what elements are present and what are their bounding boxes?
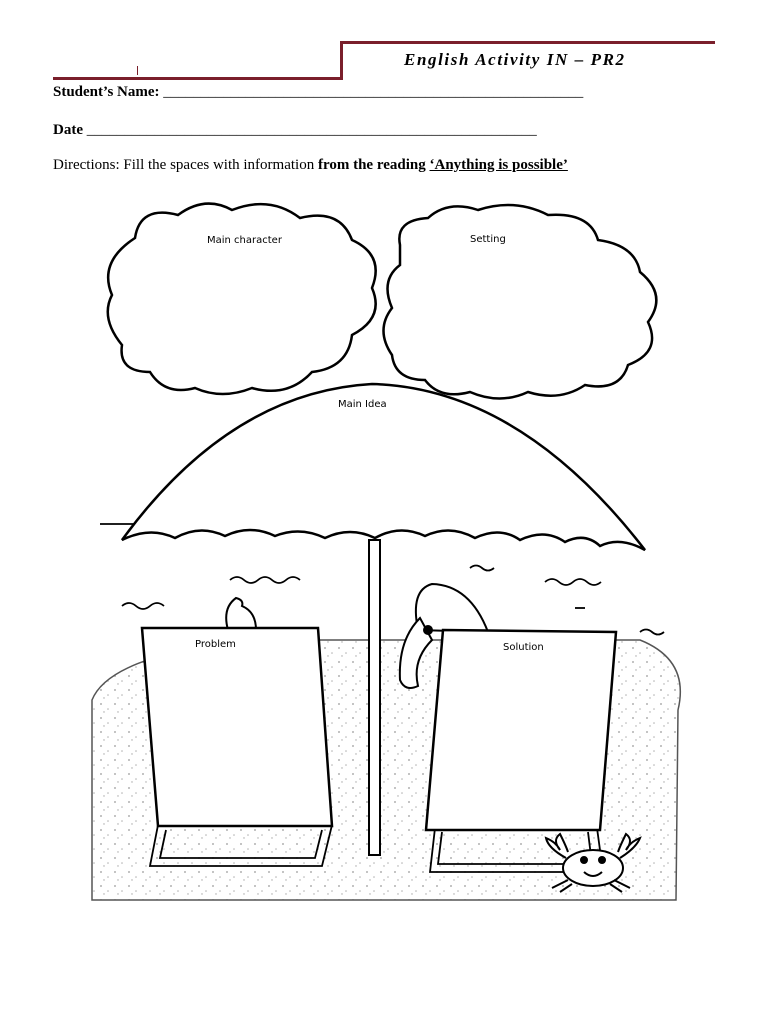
- directions-prefix: Directions: Fill the spaces with information: [53, 157, 318, 173]
- cloud-main-character: [108, 204, 376, 394]
- date-label: Date: [53, 122, 83, 138]
- student-name-label: Student’s Name:: [53, 84, 160, 100]
- solution-label: Solution: [503, 642, 544, 653]
- bird-figure: [226, 598, 256, 630]
- setting-label: Setting: [470, 234, 506, 245]
- student-name-blank[interactable]: ________________________________________________________: [163, 84, 584, 100]
- cloud-setting: [384, 205, 657, 398]
- main-character-label: Main character: [207, 235, 282, 246]
- directions-bold: from the reading: [317, 157, 430, 173]
- solution-board: [426, 630, 616, 830]
- reading-title: ‘Anything is possible’: [429, 157, 568, 173]
- date-blank[interactable]: ____________________________________________________________: [86, 122, 537, 138]
- worksheet-title: English Activity IN – PR2: [404, 50, 626, 69]
- main-idea-label: Main Idea: [338, 399, 387, 410]
- umbrella-pole: [369, 540, 380, 855]
- problem-board: [142, 628, 332, 826]
- sea-waves: [100, 524, 664, 635]
- problem-label: Problem: [195, 639, 236, 650]
